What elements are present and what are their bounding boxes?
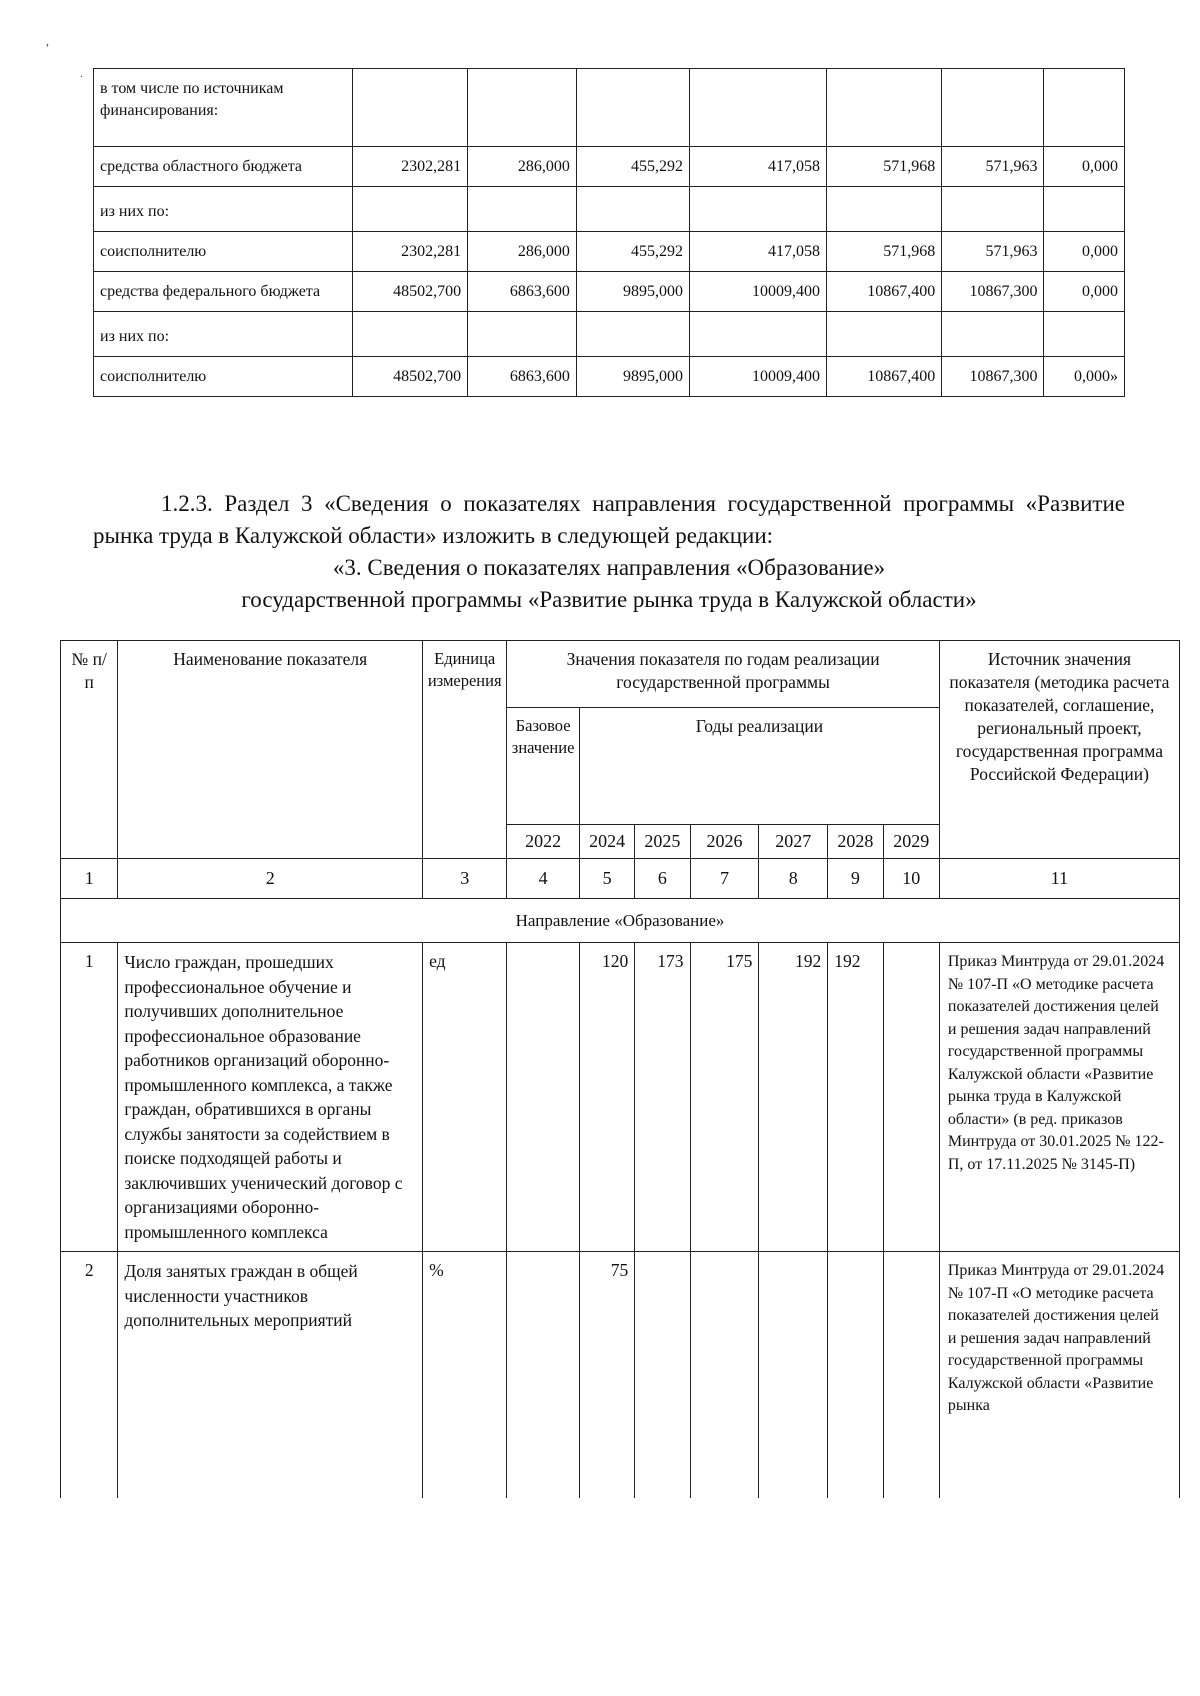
year-cell: 2026 <box>690 825 759 859</box>
indicator-name: Доля занятых граждан в общей численности участников дополнительных мероприятий <box>118 1252 423 1499</box>
column-number: 4 <box>507 859 580 899</box>
year-cell: 2025 <box>635 825 690 859</box>
column-number: 2 <box>118 859 423 899</box>
direction-title: Направление «Образование» <box>61 899 1180 943</box>
finance-value: 455,292 <box>576 147 689 187</box>
indicator-name: Число граждан, прошедших профессиональное обучение и получивших дополнительное профессиональное образование работников организаций оборонно-промышленного комплекса, а также граждан, обратившихся в органы службы занятости за содействием в поиске подходящей работы и заключивших ученический договор с организациями оборонно-промышленного комплекса <box>118 943 423 1252</box>
header-years-group: Годы реализации <box>579 708 939 825</box>
finance-value: 0,000 <box>1044 272 1125 312</box>
indicator-num: 2 <box>61 1252 118 1499</box>
finance-value: 286,000 <box>468 147 577 187</box>
finance-value: 0,000 <box>1044 147 1125 187</box>
column-number: 6 <box>635 859 690 899</box>
row-mark: . <box>80 66 83 80</box>
indicator-unit: ед <box>423 943 507 1252</box>
column-number: 3 <box>423 859 507 899</box>
finance-value: 6863,600 <box>468 272 577 312</box>
finance-table <box>93 68 1125 397</box>
indicator-source: Приказ Минтруда от 29.01.2024 № 107-П «О методике расчета показателей достижения целей и решения задач направлений государственной программы Калужской области «Развитие рынка <box>939 1252 1179 1499</box>
amendment-paragraph: 1.2.3. Раздел 3 «Сведения о показателях направления государственной программы «Развитие рынка труда в Калужской области» изложить в следующей редакции: <box>93 491 1125 548</box>
finance-label: соисполнителю <box>94 357 353 397</box>
year-cell: 2024 <box>579 825 634 859</box>
finance-value: 10867,300 <box>942 272 1044 312</box>
finance-value: 2302,281 <box>352 232 467 272</box>
indicator-unit: % <box>423 1252 507 1499</box>
finance-value: 10009,400 <box>689 272 826 312</box>
finance-value: 9895,000 <box>576 357 689 397</box>
year-cell: 2028 <box>828 825 883 859</box>
indicator-value <box>883 1252 939 1499</box>
indicator-value: 175 <box>690 943 759 1252</box>
header-row <box>61 641 1180 708</box>
indicator-value: 173 <box>635 943 690 1252</box>
finance-value: 417,058 <box>689 147 826 187</box>
finance-label: соисполнителю <box>94 232 353 272</box>
finance-value: 10867,400 <box>826 357 941 397</box>
indicator-value: 75 <box>579 1252 634 1499</box>
column-number: 8 <box>759 859 828 899</box>
indicator-value <box>828 1252 883 1499</box>
header-source: Источник значения показателя (методика расчета показателей, соглашение, региональный проект, государственная программа Российской Федерации) <box>939 641 1179 859</box>
finance-label: в том числе по источникам финансирования: <box>94 69 353 147</box>
finance-row <box>94 69 1125 147</box>
finance-value: 571,968 <box>826 232 941 272</box>
finance-label: средства федерального бюджета <box>94 272 353 312</box>
corner-mark: , <box>46 34 49 48</box>
finance-row <box>94 272 1125 312</box>
indicator-num: 1 <box>61 943 118 1252</box>
header-base: Базовое значение <box>507 708 580 825</box>
finance-value: 10867,300 <box>942 357 1044 397</box>
column-number: 5 <box>579 859 634 899</box>
header-unit: Единица измерения <box>423 641 507 859</box>
finance-value: 571,963 <box>942 147 1044 187</box>
indicator-value <box>759 1252 828 1499</box>
indicator-value <box>507 1252 580 1499</box>
year-cell: 2027 <box>759 825 828 859</box>
finance-value: 2302,281 <box>352 147 467 187</box>
indicator-value: 120 <box>579 943 634 1252</box>
direction-row <box>61 899 1180 943</box>
finance-value: 571,968 <box>826 147 941 187</box>
finance-row <box>94 232 1125 272</box>
finance-value: 10867,400 <box>826 272 941 312</box>
indicator-row <box>61 1252 1180 1499</box>
finance-value: 48502,700 <box>352 272 467 312</box>
indicator-value: 192 <box>828 943 883 1252</box>
column-number: 10 <box>883 859 939 899</box>
indicator-value <box>690 1252 759 1499</box>
finance-value: 0,000 <box>1044 232 1125 272</box>
column-number: 7 <box>690 859 759 899</box>
header-values-group: Значения показателя по годам реализации государственной программы <box>507 641 940 708</box>
year-cell: 2029 <box>883 825 939 859</box>
finance-label: из них по: <box>94 187 353 232</box>
indicator-row <box>61 943 1180 1252</box>
finance-value: 9895,000 <box>576 272 689 312</box>
indicator-source: Приказ Минтруда от 29.01.2024 № 107-П «О методике расчета показателей достижения целей и решения задач направлений государственной программы Калужской области «Развитие рынка труда в Калужской области» (в ред. приказов Минтруда от 30.01.2025 № 122-П, от 17.11.2025 № 3145-П) <box>939 943 1179 1252</box>
indicator-value: 192 <box>759 943 828 1252</box>
section-title-line-2: государственной программы «Развитие рынка труда в Калужской области» <box>241 587 977 612</box>
finance-value: 48502,700 <box>352 357 467 397</box>
column-number: 1 <box>61 859 118 899</box>
finance-value: 10009,400 <box>689 357 826 397</box>
header-num: № п/п <box>61 641 118 859</box>
column-number-row <box>61 859 1180 899</box>
finance-value: 417,058 <box>689 232 826 272</box>
finance-row <box>94 147 1125 187</box>
column-number: 11 <box>939 859 1179 899</box>
finance-row <box>94 312 1125 357</box>
indicator-value <box>883 943 939 1252</box>
finance-row <box>94 357 1125 397</box>
finance-value: 286,000 <box>468 232 577 272</box>
header-name: Наименование показателя <box>118 641 423 859</box>
indicator-value <box>635 1252 690 1499</box>
finance-value: 0,000» <box>1044 357 1125 397</box>
finance-value: 455,292 <box>576 232 689 272</box>
section-title-line-1: «3. Сведения о показателях направления «Образование» <box>332 555 886 580</box>
indicators-table <box>60 640 1180 1498</box>
year-cell: 2022 <box>507 825 580 859</box>
finance-value: 571,963 <box>942 232 1044 272</box>
finance-row <box>94 187 1125 232</box>
finance-value: 6863,600 <box>468 357 577 397</box>
column-number: 9 <box>828 859 883 899</box>
finance-label: средства областного бюджета <box>94 147 353 187</box>
finance-label: из них по: <box>94 312 353 357</box>
indicator-value <box>507 943 580 1252</box>
